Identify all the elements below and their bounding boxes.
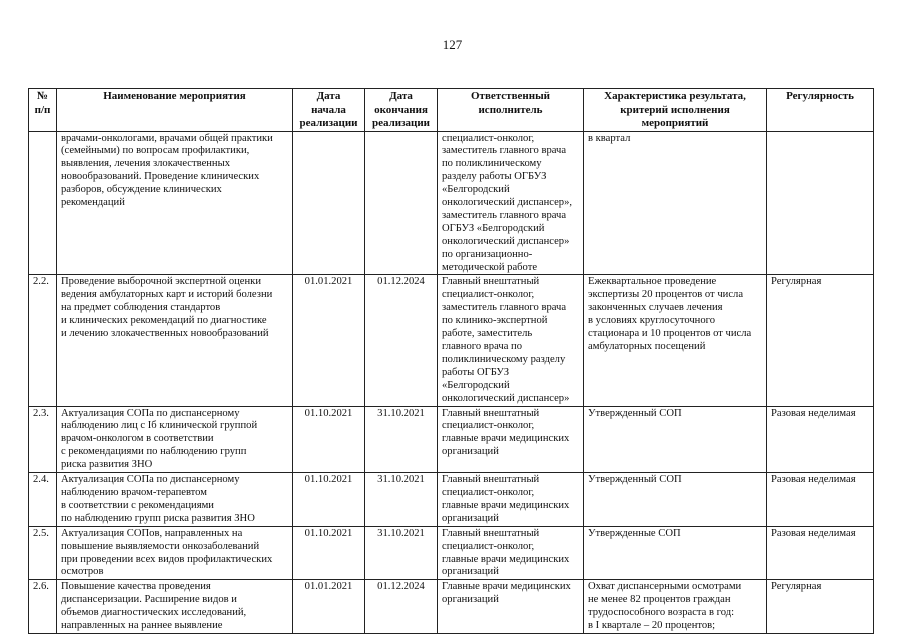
header-regularity: Регулярность bbox=[767, 89, 874, 132]
cell-name: Актуализация СОПов, направленных на повышение выявляемости онкозаболеваний при проведении всех видов профилактических осмотров bbox=[57, 526, 293, 580]
cell-name: Актуализация СОПа по диспансерному наблюдению лиц с Iб клинической группой врачом-онкологом в соответствии с рекомендациями по наблюдению групп риска развития ЗНО bbox=[57, 406, 293, 473]
cell-responsible: специалист-онколог, заместитель главного врача по поликлиническому разделу работы ОГБУЗ «Белгородский онкологический диспансер», заместитель главного врача ОГБУЗ «Белгородский онкологический диспансер» по организационно- методической работе bbox=[438, 131, 584, 275]
cell-num: 2.2. bbox=[29, 275, 57, 406]
cell-num: 2.6. bbox=[29, 580, 57, 634]
cell-end-date: 31.10.2021 bbox=[365, 526, 438, 580]
cell-name: Актуализация СОПа по диспансерному наблюдению врачом-терапевтом в соответствии с рекомендациями по наблюдению групп риска развития ЗНО bbox=[57, 473, 293, 527]
header-num: № п/п bbox=[29, 89, 57, 132]
cell-regularity: Регулярная bbox=[767, 275, 874, 406]
cell-num: 2.5. bbox=[29, 526, 57, 580]
cell-regularity: Разовая неделимая bbox=[767, 473, 874, 527]
cell-result: Утвержденные СОП bbox=[584, 526, 767, 580]
cell-regularity bbox=[767, 131, 874, 275]
cell-name: врачами-онкологами, врачами общей практики (семейными) по вопросам профилактики, выявления, лечения злокачественных новообразований. Проведение клинических разборов, обсуждение клинических рекомендаций bbox=[57, 131, 293, 275]
cell-result: Охват диспансерными осмотрами не менее 82 процентов граждан трудоспособного возраста в год: в I квартале – 20 процентов; bbox=[584, 580, 767, 634]
cell-regularity: Разовая неделимая bbox=[767, 526, 874, 580]
cell-end-date bbox=[365, 131, 438, 275]
page-number: 127 bbox=[442, 37, 463, 52]
cell-start-date bbox=[293, 131, 365, 275]
header-result: Характеристика результата, критерий исполнения мероприятий bbox=[584, 89, 767, 132]
cell-responsible: Главный внештатный специалист-онколог, заместитель главного врача по клинико-экспертной работе, заместитель главного врача по поликлиническому разделу работы ОГБУЗ «Белгородский онкологический диспансер» bbox=[438, 275, 584, 406]
table-header-row bbox=[29, 89, 874, 132]
cell-start-date: 01.10.2021 bbox=[293, 473, 365, 527]
cell-end-date: 01.12.2024 bbox=[365, 275, 438, 406]
cell-name: Проведение выборочной экспертной оценки ведения амбулаторных карт и историй болезни на предмет соблюдения стандартов и клинических рекомендаций по диагностике и лечению злокачественных новообразований bbox=[57, 275, 293, 406]
header-end-date: Дата окончания реализации bbox=[365, 89, 438, 132]
cell-num: 2.4. bbox=[29, 473, 57, 527]
cell-start-date: 01.01.2021 bbox=[293, 275, 365, 406]
cell-num bbox=[29, 131, 57, 275]
cell-regularity: Разовая неделимая bbox=[767, 406, 874, 473]
cell-result: в квартал bbox=[584, 131, 767, 275]
cell-responsible: Главный внештатный специалист-онколог, главные врачи медицинских организаций bbox=[438, 406, 584, 473]
table-row bbox=[29, 406, 874, 473]
header-responsible: Ответственный исполнитель bbox=[438, 89, 584, 132]
cell-start-date: 01.10.2021 bbox=[293, 526, 365, 580]
cell-start-date: 01.01.2021 bbox=[293, 580, 365, 634]
header-name: Наименование мероприятия bbox=[57, 89, 293, 132]
cell-responsible: Главный внештатный специалист-онколог, главные врачи медицинских организаций bbox=[438, 526, 584, 580]
header-start-date: Дата начала реализации bbox=[293, 89, 365, 132]
cell-result: Утвержденный СОП bbox=[584, 473, 767, 527]
cell-end-date: 31.10.2021 bbox=[365, 473, 438, 527]
cell-responsible: Главный внештатный специалист-онколог, главные врачи медицинских организаций bbox=[438, 473, 584, 527]
cell-regularity: Регулярная bbox=[767, 580, 874, 634]
cell-responsible: Главные врачи медицинских организаций bbox=[438, 580, 584, 634]
table-row bbox=[29, 275, 874, 406]
table-row bbox=[29, 131, 874, 275]
table-row bbox=[29, 473, 874, 527]
measures-table bbox=[28, 88, 874, 634]
cell-end-date: 31.10.2021 bbox=[365, 406, 438, 473]
cell-result: Ежеквартальное проведение экспертизы 20 процентов от числа законченных случаев лечения в условиях круглосуточного стационара и 10 процентов от числа амбулаторных посещений bbox=[584, 275, 767, 406]
cell-num: 2.3. bbox=[29, 406, 57, 473]
cell-result: Утвержденный СОП bbox=[584, 406, 767, 473]
cell-end-date: 01.12.2024 bbox=[365, 580, 438, 634]
table-row bbox=[29, 580, 874, 634]
cell-start-date: 01.10.2021 bbox=[293, 406, 365, 473]
cell-name: Повышение качества проведения диспансеризации. Расширение видов и объемов диагностических исследований, направленных на раннее выявление bbox=[57, 580, 293, 634]
table-row bbox=[29, 526, 874, 580]
